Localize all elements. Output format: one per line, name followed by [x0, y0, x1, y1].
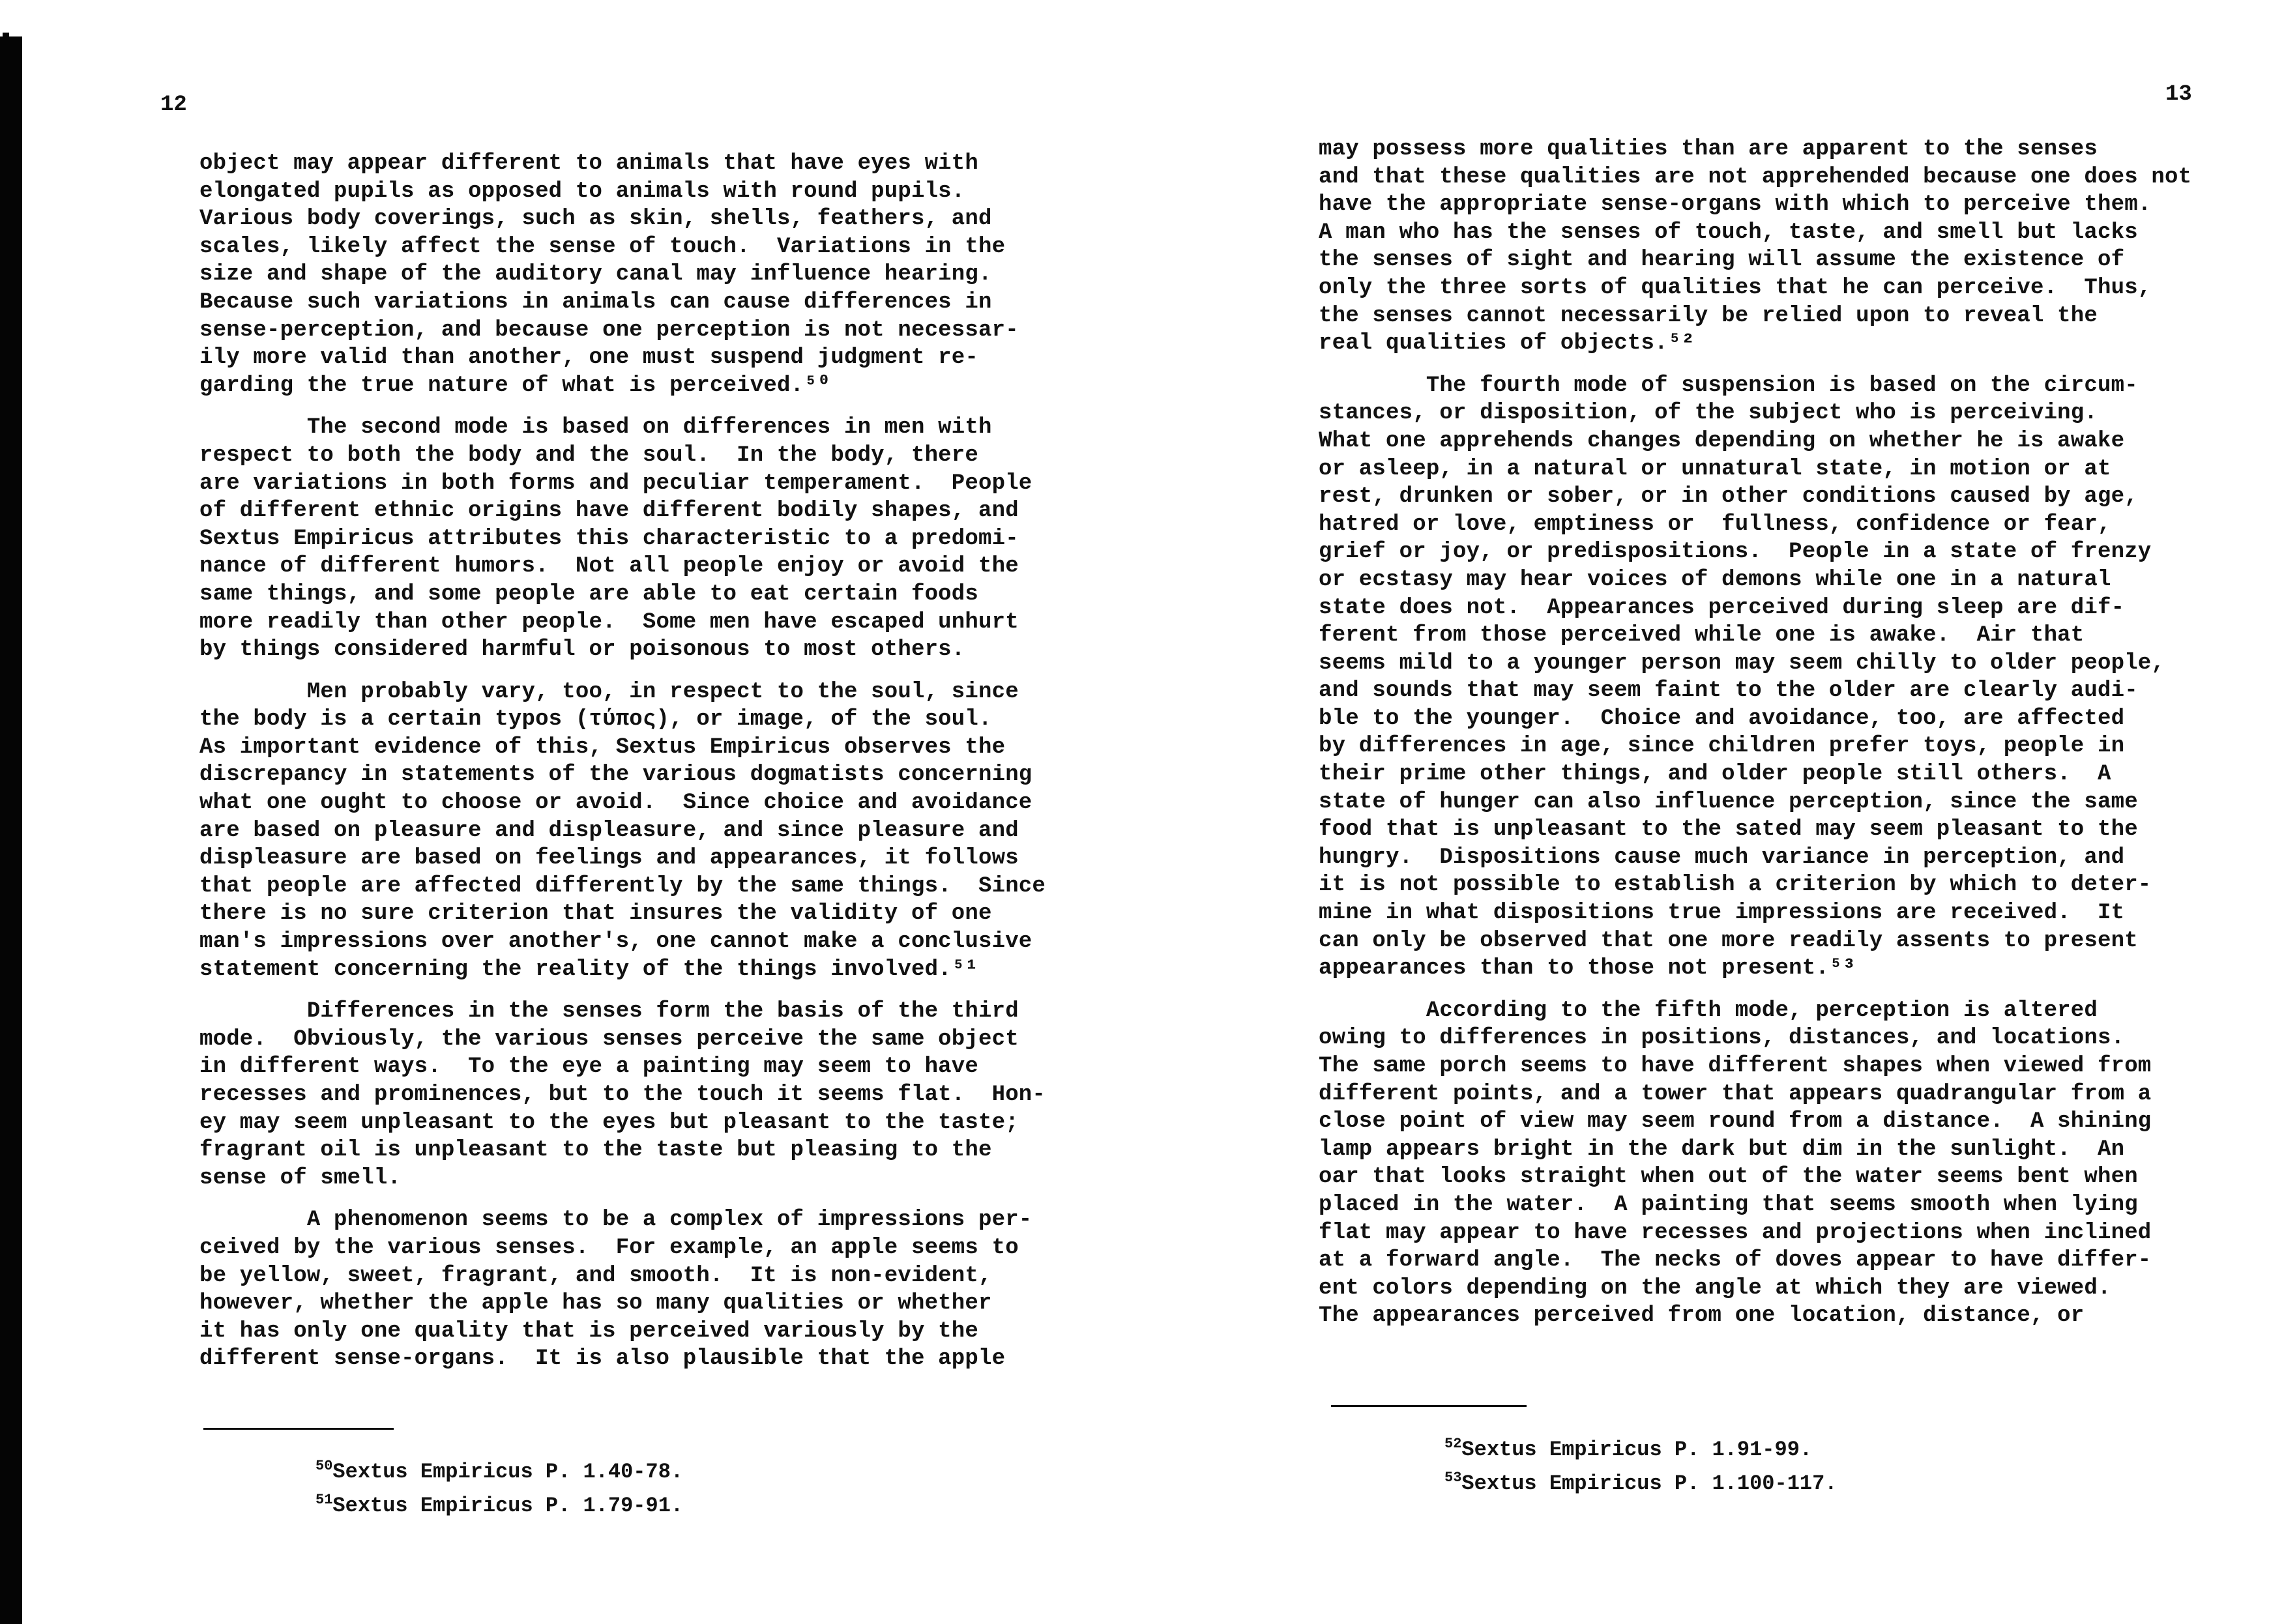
paragraph: may possess more qualities than are apparent to the senses and that these qualities are not apprehended because one does not have the appropriate sense-organs with which to perceive them. A man who has the senses of touch, taste, and smell but lacks the senses of sight and hearing will assume the existence of only the three sorts of qualities that he can perceive. Thus, the senses cannot necessarily be relied upon to reveal the real qualities of objects.⁵²	[1319, 137, 2192, 356]
paragraph: Differences in the senses form the basis of the third mode. Obviously, the various senses perceive the same object in different ways. To the eye a painting may seem to have recesses and prominences, but to the touch it seems flat. Hon- ey may seem unpleasant to the eyes but pleasant to the taste; fragrant oil is unpleasant to the taste but pleasing to the sense of smell.	[199, 999, 1046, 1191]
footnote-text: Sextus Empiricus P. 1.100-117.	[1461, 1472, 1837, 1496]
left-page-body	[199, 150, 1112, 1387]
footnote	[1444, 1464, 1837, 1498]
paragraph: Men probably vary, too, in respect to the soul, since the body is a certain typos (τύπος), or image, of the soul. As important evidence of this, Sextus Empiricus observes the discrepancy in statements of the various dogmatists concerning what one ought to choose or avoid. Since choice and avoidance are based on pleasure and displeasure, and since pleasure and displeasure are based on feelings and appearances, it follows that people are affected differently by the same things. Since there is no sure criterion that insures the validity of one man's impressions over another's, one cannot make a conclusive statement concerning the reality of the things involved.⁵¹	[199, 679, 1046, 982]
right-page	[1147, 0, 2284, 1624]
scan-edge-shadow	[0, 36, 22, 1624]
scan-edge-mark	[3, 33, 9, 47]
footnote-divider	[203, 1428, 394, 1430]
page-number: 13	[2165, 82, 2192, 107]
footnote-text: Sextus Empiricus P. 1.79-91.	[332, 1494, 684, 1518]
paragraph: The second mode is based on differences in men with respect to both the body and the soul. In the body, there are variations in both forms and peculiar temperament. People of different ethnic origins have different bodily shapes, and Sextus Empiricus attributes this characteristic to a predomi- nance of different humors. Not all people enjoy or avoid the same things, and some people are able to eat certain foods more readily than other people. Some men have escaped unhurt by things considered harmful or poisonous to most others.	[199, 415, 1032, 663]
footnote-divider	[1331, 1405, 1527, 1407]
footnotes	[1444, 1430, 1837, 1498]
footnote	[315, 1452, 683, 1486]
page-number: 12	[160, 93, 187, 117]
footnote-mark: 51	[315, 1492, 333, 1508]
paragraph: According to the fifth mode, perception is altered owing to differences in positions, distances, and locations. The same porch seems to have different shapes when viewed from different points, and a tower that appears quadrangular from a close point of view may seem round from a distance. A shining lamp appears bright in the dark but dim in the sunlight. An oar that looks straight when out of the water seems bent when placed in the water. A painting that seems smooth when lying flat may appear to have recesses and projections when inclined at a forward angle. The necks of doves appear to have differ- ent colors depending on the angle at which they are viewed. The appearances perceived from one location, distance, or	[1319, 998, 2152, 1329]
footnote	[1444, 1430, 1837, 1464]
paragraph: The fourth mode of suspension is based on the circum- stances, or disposition, of the subject who is perceiving. What one apprehends changes depending on whether he is awake or asleep, in a natural or unnatural state, in motion or at rest, drunken or sober, or in other conditions caused by age, hatred or love, emptiness or fullness, confidence or fear, grief or joy, or predispositions. People in a state of frenzy or ecstasy may hear voices of demons while one in a natural state does not. Appearances perceived during sleep are dif- ferent from those perceived while one is awake. Air that seems mild to a younger person may seem chilly to older people, and sounds that may seem faint to the older are clearly audi- ble to the younger. Choice and avoidance, too, are affected by differences in age, since children prefer toys, people in their prime other things, and older people still others. A state of hunger can also influence perception, since the same food that is unpleasant to the sated may seem pleasant to the hungry. Dispositions cause much variance in perception, and it is not possible to establish a criterion by which to deter- mine in what dispositions true impressions are received. It can only be observed that one more readily assents to present appearances than to those not present.⁵³	[1319, 373, 2165, 981]
footnote-mark: 52	[1444, 1436, 1462, 1452]
footnote-mark: 50	[315, 1458, 333, 1474]
left-page	[39, 0, 1147, 1624]
right-page-body	[1319, 136, 2231, 1344]
footnote	[315, 1486, 683, 1520]
footnote-mark: 53	[1444, 1470, 1462, 1486]
paragraph: A phenomenon seems to be a complex of impressions per- ceived by the various senses. For example, an apple seems to be yellow, sweet, fragrant, and smooth. It is non-evident, however, whether the apple has so many qualities or whether it has only one quality that is perceived variously by the different sense-organs. It is also plausible that the apple	[199, 1208, 1032, 1372]
footnote-text: Sextus Empiricus P. 1.40-78.	[332, 1460, 684, 1484]
paragraph: object may appear different to animals that have eyes with elongated pupils as opposed to animals with round pupils. Various body coverings, such as skin, shells, feathers, and scales, likely affect the sense of touch. Variations in the size and shape of the auditory canal may influence hearing. Because such variations in animals can cause differences in sense-perception, and because one perception is not necessar- ily more valid than another, one must suspend judgment re- garding the true nature of what is perceived.⁵⁰	[199, 151, 1019, 398]
footnote-text: Sextus Empiricus P. 1.91-99.	[1461, 1438, 1813, 1462]
footnotes	[315, 1452, 683, 1520]
